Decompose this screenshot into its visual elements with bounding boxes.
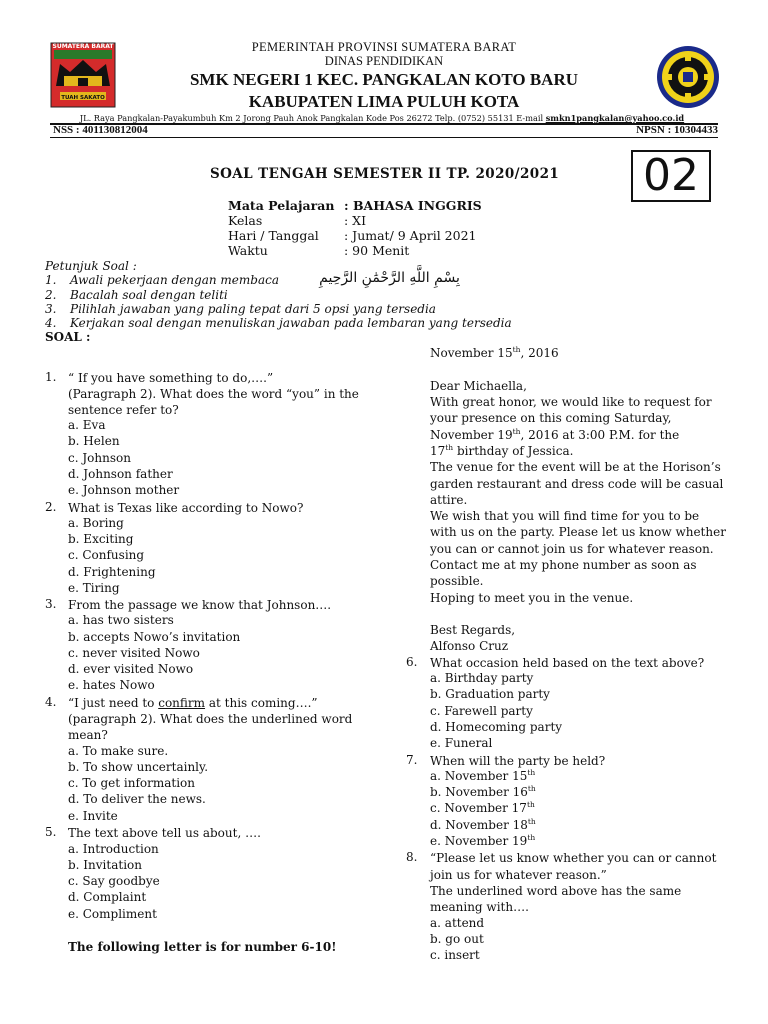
- underlined-word: confirm: [158, 696, 206, 710]
- answer-option[interactable]: e. Invite: [68, 809, 118, 823]
- answer-option[interactable]: d. November 18th: [430, 817, 536, 832]
- questions-left-column: [45, 370, 375, 930]
- question-number: 3.: [45, 597, 57, 611]
- answer-option[interactable]: b. accepts Nowo’s invitation: [68, 630, 241, 644]
- question-number: 1.: [45, 370, 57, 384]
- question-number: 4.: [45, 695, 57, 709]
- answer-option[interactable]: b. November 16th: [430, 784, 536, 799]
- letter-line: possible.: [430, 574, 484, 588]
- answer-option[interactable]: a. Eva: [68, 418, 106, 432]
- answer-option[interactable]: b. Graduation party: [430, 687, 550, 701]
- header-address: JL. Raya Pangkalan-Payakumbuh Km 2 Jorong Pauh Anok Pangkalan Kode Pos 26272 Telp. (0752) 55131 E-mail smkn1pangkalan@yahoo.co.id: [79, 113, 685, 123]
- instruction-item: 3. Pilihlah jawaban yang paling tepat dari 5 opsi yang tersedia: [45, 302, 436, 316]
- letter-closing: Best Regards,: [430, 623, 516, 637]
- header-department: DINAS PENDIDIKAN: [324, 54, 444, 68]
- meta-value-class: : XI: [344, 213, 367, 228]
- answer-option[interactable]: c. Farewell party: [430, 704, 533, 718]
- answer-option[interactable]: d. To deliver the news.: [68, 792, 206, 806]
- question-number: 8.: [406, 850, 418, 864]
- meta-label-date: Hari / Tanggal: [228, 228, 319, 243]
- answer-option[interactable]: b. Helen: [68, 434, 120, 448]
- answer-option[interactable]: a. Boring: [68, 516, 124, 530]
- letter-line: November 19th, 2016 at 3:00 P.M. for the: [430, 427, 680, 442]
- nss-number: NSS : 401130812004: [53, 124, 148, 136]
- instruction-item: 4. Kerjakan soal dengan menuliskan jawaban pada lembaran yang tersedia: [45, 316, 512, 330]
- letter-line: you can or cannot join us for whatever reason.: [430, 542, 714, 556]
- answer-option[interactable]: a. November 15th: [430, 768, 536, 783]
- letter-line: with us on the party. Please let us know whether: [430, 525, 726, 539]
- answer-option[interactable]: d. Frightening: [68, 565, 156, 579]
- question-number: 5.: [45, 825, 57, 839]
- answer-option[interactable]: c. Johnson: [68, 451, 131, 465]
- question-text: join us for whatever reason.”: [430, 868, 607, 882]
- logo-left-bottom-text: TUAH SAKATO: [61, 95, 105, 101]
- header-email: smkn1pangkalan@yahoo.co.id: [545, 113, 685, 123]
- answer-option[interactable]: d. ever visited Nowo: [68, 662, 194, 676]
- letter-line: attire.: [430, 493, 468, 507]
- answer-option[interactable]: e. Tiring: [68, 581, 120, 595]
- meta-label-time: Waktu: [228, 243, 268, 258]
- answer-option[interactable]: b. Invitation: [68, 858, 142, 872]
- answer-option[interactable]: a. attend: [430, 916, 485, 930]
- letter-line: The venue for the event will be at the Horison’s: [430, 460, 721, 474]
- question-text: (Paragraph 2). What does the word “you” in the: [68, 387, 359, 401]
- header-divider: [50, 123, 718, 125]
- header-school-name: SMK NEGERI 1 KEC. PANGKALAN KOTO BARU: [189, 70, 579, 89]
- letter-line: Hoping to meet you in the venue.: [430, 591, 634, 605]
- answer-option[interactable]: a. Birthday party: [430, 671, 534, 685]
- npsn-number: NPSN : 10304433: [636, 124, 718, 136]
- question-text: What occasion held based on the text above?: [430, 656, 705, 670]
- answer-option[interactable]: c. insert: [430, 948, 480, 962]
- header-regency: KABUPATEN LIMA PULUH KOTA: [248, 92, 520, 111]
- question-text: “I just need to confirm at this coming….”: [68, 696, 318, 710]
- meta-value-time: : 90 Menit: [344, 243, 410, 258]
- meta-value-subject: : BAHASA INGGRIS: [344, 198, 482, 213]
- question-text: When will the party be held?: [430, 754, 606, 768]
- answer-option[interactable]: d. Complaint: [68, 890, 147, 904]
- letter-greeting: Dear Michaella,: [430, 379, 527, 393]
- letter-line: your presence on this coming Saturday,: [430, 411, 672, 425]
- answer-option[interactable]: c. To get information: [68, 776, 195, 790]
- header-government: PEMERINTAH PROVINSI SUMATERA BARAT: [251, 40, 517, 54]
- answer-option[interactable]: c. Say goodbye: [68, 874, 160, 888]
- basmalah-calligraphy: بِسْمِ اللَّهِ الرَّحْمَٰنِ الرَّحِيمِ: [319, 270, 460, 286]
- exam-code-box: 02: [631, 150, 711, 202]
- logo-left-top-text: SUMATERA BARAT: [52, 43, 114, 50]
- answer-option[interactable]: e. November 19th: [430, 833, 536, 848]
- question-text: sentence refer to?: [68, 403, 179, 417]
- question-number: 7.: [406, 753, 418, 767]
- meta-label-subject: Mata Pelajaran: [228, 198, 335, 213]
- letter-line: garden restaurant and dress code will be casual: [430, 477, 724, 491]
- question-text: The text above tell us about, ….: [68, 826, 261, 840]
- instructions-heading: Petunjuk Soal :: [45, 259, 137, 273]
- question-text: From the passage we know that Johnson….: [68, 598, 332, 612]
- question-text: What is Texas like according to Nowo?: [68, 501, 304, 515]
- meta-label-class: Kelas: [228, 213, 263, 228]
- meta-value-date: : Jumat/ 9 April 2021: [344, 228, 477, 243]
- answer-option[interactable]: a. To make sure.: [68, 744, 169, 758]
- letter-signer: Alfonso Cruz: [430, 639, 509, 653]
- answer-option[interactable]: b. To show uncertainly.: [68, 760, 209, 774]
- question-text: mean?: [68, 728, 108, 742]
- answer-option[interactable]: c. never visited Nowo: [68, 646, 200, 660]
- letter-line: Contact me at my phone number as soon as: [430, 558, 697, 572]
- question-text: The underlined word above has the same: [430, 884, 682, 898]
- question-text: “ If you have something to do,….”: [68, 371, 274, 385]
- question-text: “Please let us know whether you can or cannot: [430, 851, 717, 865]
- answer-option[interactable]: c. Confusing: [68, 548, 145, 562]
- instruction-item: 1. Awali pekerjaan dengan membaca: [45, 273, 279, 287]
- question-text: (paragraph 2). What does the underlined word: [68, 712, 353, 726]
- answer-option[interactable]: a. Introduction: [68, 842, 159, 856]
- answer-option[interactable]: e. Johnson mother: [68, 483, 180, 497]
- question-number: 6.: [406, 655, 418, 669]
- answer-option[interactable]: d. Johnson father: [68, 467, 173, 481]
- answer-option[interactable]: a. has two sisters: [68, 613, 174, 627]
- answer-option[interactable]: d. Homecoming party: [430, 720, 563, 734]
- question-text: meaning with….: [430, 900, 529, 914]
- answer-option[interactable]: b. go out: [430, 932, 484, 946]
- letter-date: November 15th, 2016: [430, 345, 559, 360]
- letter-line: We wish that you will find time for you to be: [430, 509, 700, 523]
- letter-line: With great honor, we would like to request for: [430, 395, 712, 409]
- answer-option[interactable]: b. Exciting: [68, 532, 134, 546]
- instruction-item: 2. Bacalah soal dengan teliti: [45, 288, 228, 302]
- header-divider-thin: [50, 137, 718, 138]
- answer-option[interactable]: e. Compliment: [68, 907, 157, 921]
- exam-title: SOAL TENGAH SEMESTER II TP. 2020/2021: [210, 166, 560, 182]
- following-letter-note: The following letter is for number 6-10!: [68, 940, 337, 954]
- letter-line: 17th birthday of Jessica.: [430, 443, 574, 458]
- soal-label: SOAL :: [45, 330, 91, 344]
- question-number: 2.: [45, 500, 57, 514]
- answer-option[interactable]: e. hates Nowo: [68, 678, 155, 692]
- answer-option[interactable]: c. November 17th: [430, 800, 535, 815]
- answer-option[interactable]: e. Funeral: [430, 736, 493, 750]
